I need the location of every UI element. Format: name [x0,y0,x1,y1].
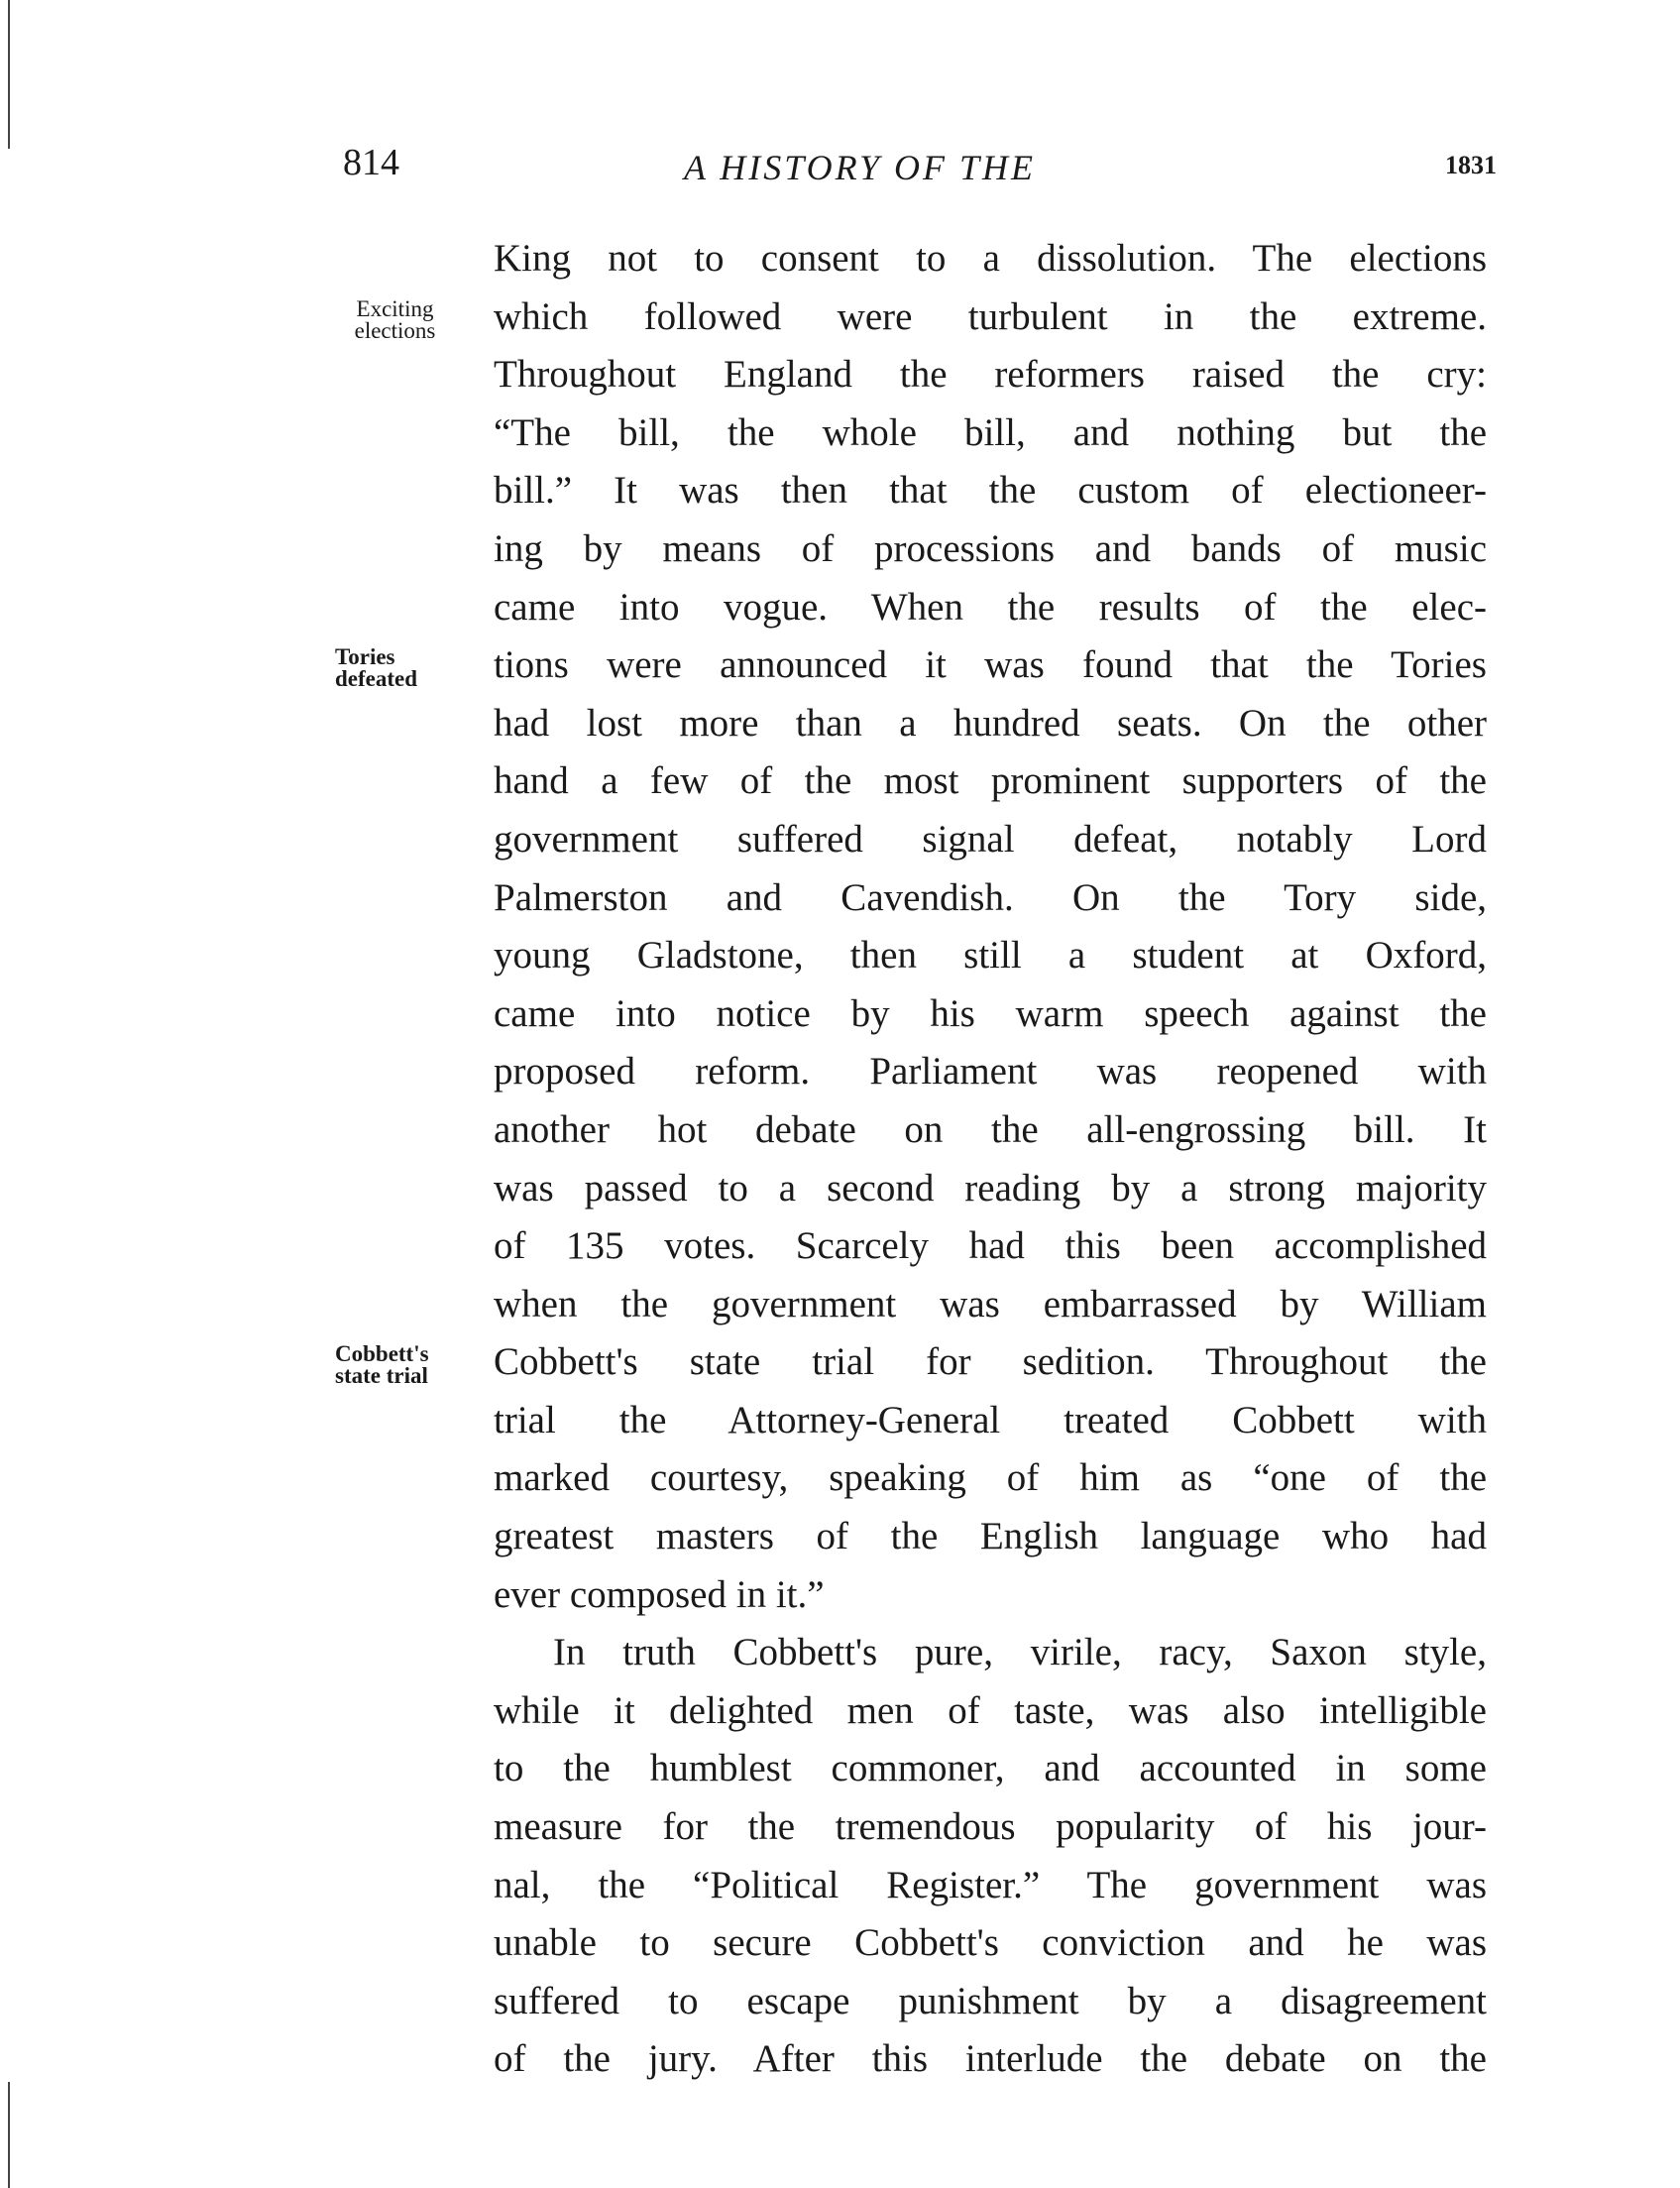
text-line: ever composed in it.” [494,1572,825,1616]
margin-note: Exciting elections [354,295,436,343]
body-text [494,230,1487,2089]
margin-note: Tories defeated [335,644,418,692]
text-line: Palmerston and Cavendish. On the Tory side, [494,875,1487,919]
text-line: nal, the “Political Register.” The government was [494,1863,1487,1906]
scan-edge-mark [8,2082,10,2188]
text-line: measure for the tremendous popularity of his jour- [494,1805,1487,1849]
text-line: came into notice by his warm speech against the [494,991,1487,1035]
text-line: which followed were turbulent in the extreme. [494,294,1487,338]
text-line: bill.” It was then that the custom of electioneer- [494,469,1487,513]
text-line: King not to consent to a dissolution. The elections [494,237,1487,280]
text-line: was passed to a second reading by a strong majority [494,1166,1487,1209]
year-heading: 1831 [1445,151,1497,179]
text-line: came into vogue. When the results of the elec- [494,585,1487,629]
text-line: Cobbett's state trial for sedition. Throughout the [494,1340,1487,1384]
text-line: In truth Cobbett's pure, virile, racy, Saxon style, [553,1631,1487,1674]
text-line: young Gladstone, then still a student at Oxford, [494,934,1487,978]
text-line: another hot debate on the all-engrossing bill. It [494,1107,1487,1151]
text-line: government suffered signal defeat, notably Lord [494,817,1487,861]
text-line: suffered to escape punishment by a disagreement [494,1979,1487,2022]
text-line: when the government was embarrassed by William [494,1282,1487,1325]
text-line: to the humblest commoner, and accounted in some [494,1747,1487,1790]
text-line: Throughout England the reformers raised the cry: [494,353,1487,397]
margin-note: Cobbett's state trial [335,1341,429,1389]
text-line: while it delighted men of taste, was also intelligible [494,1688,1487,1732]
text-line: tions were announced it was found that the Tories [494,643,1487,687]
text-line: ing by means of processions and bands of music [494,526,1487,570]
text-line: of 135 votes. Scarcely had this been accomplished [494,1224,1487,1268]
scan-edge-mark [8,0,10,149]
text-line: had lost more than a hundred seats. On the other [494,701,1487,745]
running-title: A HISTORY OF THE [683,148,1037,187]
text-line: marked courtesy, speaking of him as “one of the [494,1456,1487,1500]
text-line: hand a few of the most prominent supporters of the [494,759,1487,803]
text-line: proposed reform. Parliament was reopened with [494,1050,1487,1094]
text-line: of the jury. After this interlude the debate on the [494,2037,1487,2081]
text-line: greatest masters of the English language who had [494,1515,1487,1558]
text-line: unable to secure Cobbett's conviction and he was [494,1921,1487,1965]
text-line: trial the Attorney-General treated Cobbett with [494,1398,1487,1441]
page-number: 814 [343,142,399,183]
text-line: “The bill, the whole bill, and nothing but the [494,410,1487,454]
